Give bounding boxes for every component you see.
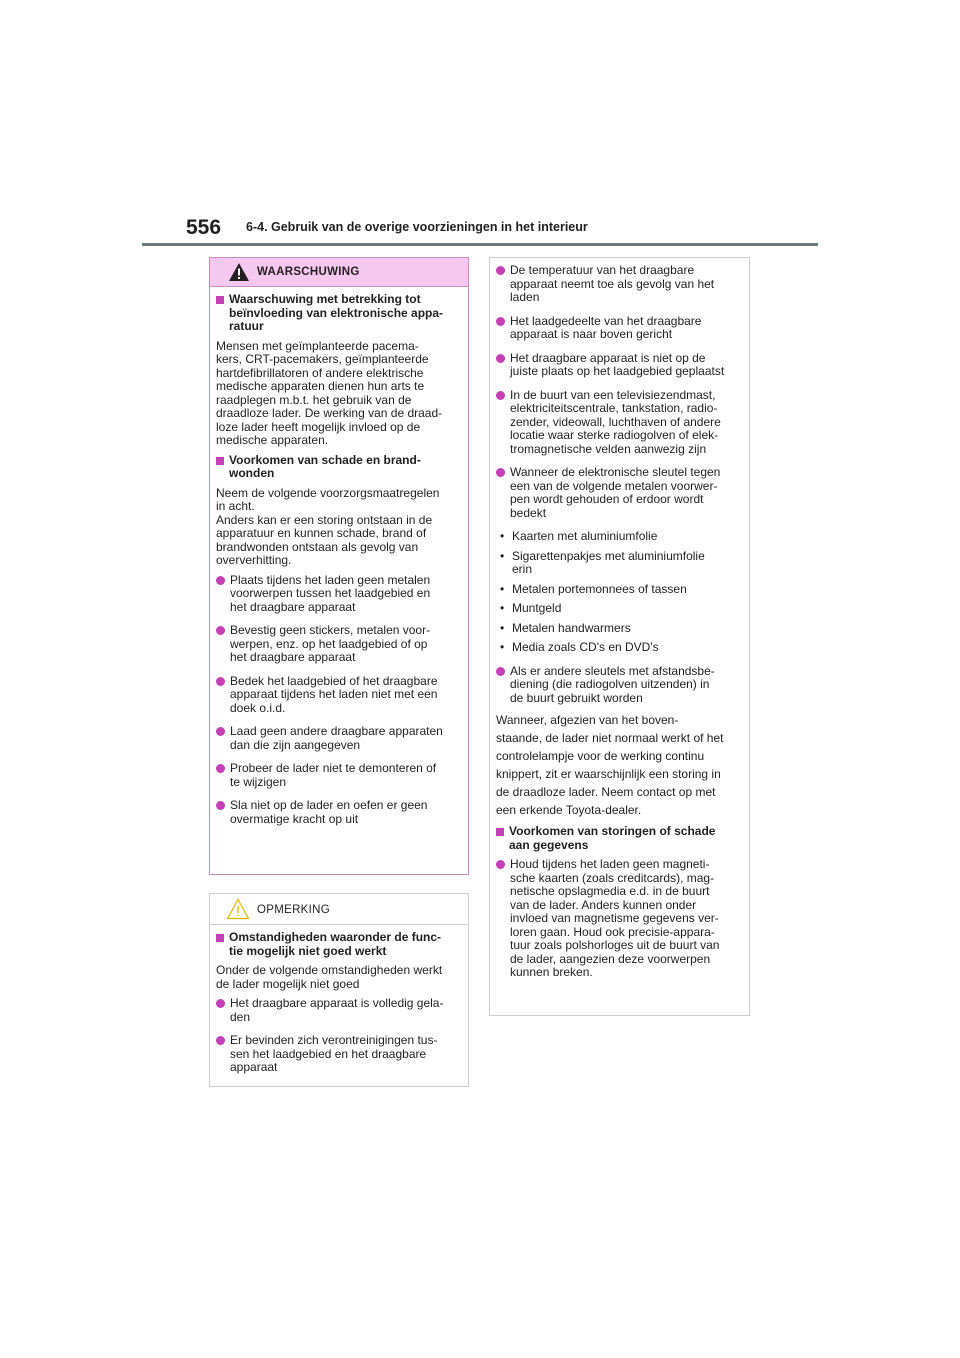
bullet-dot-icon xyxy=(496,391,505,400)
warning-box xyxy=(209,257,469,875)
small-bullet-icon: • xyxy=(500,581,505,596)
bullet-dot-icon xyxy=(216,999,225,1008)
list-item: Het draagbare apparaat is niet op de juiste plaats op het laadgebied geplaatst xyxy=(496,352,743,379)
bullet-dot-icon xyxy=(216,727,225,736)
bullet-dot-icon xyxy=(496,468,505,477)
warning-header xyxy=(210,258,468,287)
note-box xyxy=(209,893,469,1087)
bullet-dot-icon xyxy=(216,764,225,773)
small-bullet-icon: • xyxy=(500,529,505,543)
page-number: 556 xyxy=(186,216,222,239)
list-item: Het laadgedeelte van het draagbare apparaat is naar boven gericht xyxy=(496,315,743,342)
header-rule xyxy=(142,243,818,246)
sub-list-item: • Media zoals CD's en DVD's xyxy=(496,641,743,655)
sub-list-item: • Muntgeld xyxy=(496,602,743,616)
note-paragraph-malfunction: Wanneer, afgezien van het boven- staande, de lader niet normaal werkt of het controlelampje voor de werking continu knippert, zit er waarschijnlijk een storing in de draadloze lader. Neem contact op met een erkende Toyota-dealer. xyxy=(496,713,724,817)
small-bullet-icon: • xyxy=(500,620,505,635)
warning-heading-damage: Voorkomen van schade en brand- wonden xyxy=(216,454,462,481)
bullet-dot-icon xyxy=(496,354,505,363)
sub-list-item: • Kaarten met aluminiumfolie xyxy=(496,530,743,544)
square-bullet-icon xyxy=(496,828,504,836)
square-bullet-icon xyxy=(216,296,224,304)
note-heading-data: Voorkomen van storingen of schade aan gegevens xyxy=(496,825,743,852)
warning-triangle-icon xyxy=(228,262,250,282)
bullet-dot-icon xyxy=(496,860,505,869)
warning-paragraph-precautions: Neem de volgende voorzorgsmaatregelen in acht. Anders kan er een storing ontstaan in de apparatuur en kunnen schade, brand of brandwonden ontstaan als gevolg van oververhitting. xyxy=(216,485,440,567)
small-bullet-icon: • xyxy=(500,601,505,615)
square-bullet-icon xyxy=(216,457,224,465)
list-item: Bevestig geen stickers, metalen voor- werpen, enz. op het laadgebied of op het draagbare apparaat xyxy=(216,624,462,665)
note-heading: Omstandigheden waaronder de func- tie mogelijk niet goed werkt xyxy=(216,931,462,958)
section-title: 6-4. Gebruik van de overige voorzieningen in het interieur xyxy=(246,220,588,234)
note-title: OPMERKING xyxy=(257,904,330,916)
bullet-dot-icon xyxy=(216,677,225,686)
note-continuation-box xyxy=(489,257,750,1016)
warning-title: WAARSCHUWING xyxy=(257,266,360,278)
list-item: In de buurt van een televisiezendmast, elektriciteitscentrale, tankstation, radio- zender, videowall, luchthaven of andere locatie waar sterke radiogolven of elek- tromagnetische velden aanwezig zijn xyxy=(496,389,743,457)
sub-list-item: • Metalen portemonnees of tassen xyxy=(496,583,743,597)
small-bullet-icon: • xyxy=(500,548,505,563)
bullet-dot-icon xyxy=(216,576,225,585)
bullet-dot-icon xyxy=(496,266,505,275)
bullet-dot-icon xyxy=(496,667,505,676)
list-item: De temperatuur van het draagbare apparaat neemt toe als gevolg van het laden xyxy=(496,264,743,305)
list-item: Bedek het laadgebied of het draagbare apparaat tijdens het laden niet met een doek o.i.d. xyxy=(216,675,462,716)
list-item: Het draagbare apparaat is volledig gela- den xyxy=(216,997,462,1024)
caution-triangle-outline-icon xyxy=(226,898,250,920)
warning-heading-electronic: Waarschuwing met betrekking tot beïnvloeding van elektronische appa- ratuur xyxy=(216,293,462,334)
list-item: Probeer de lader niet te demonteren of te wijzigen xyxy=(216,762,462,789)
small-bullet-icon: • xyxy=(500,640,505,654)
list-item: Houd tijdens het laden geen magneti- sche kaarten (zoals creditcards), mag- netische opslagmedia e.d. in de buurt van de lader. Anders kunnen onder invloed van magnetisme gegevens ver- loren gaan. Houd ook precisie-appara- tuur zoals polshorloges uit de buurt van de lader, aangezien deze voorwerpen kunnen breken. xyxy=(496,858,743,980)
list-item: Laad geen andere draagbare apparaten dan die zijn aangegeven xyxy=(216,725,462,752)
list-item: Sla niet op de lader en oefen er geen overmatige kracht op uit xyxy=(216,799,462,826)
bullet-dot-icon xyxy=(496,317,505,326)
list-item: Plaats tijdens het laden geen metalen voorwerpen tussen het laadgebied en het draagbare apparaat xyxy=(216,574,462,615)
list-item: Er bevinden zich verontreinigingen tus- sen het laadgebied en het draagbare apparaat xyxy=(216,1034,462,1075)
bullet-dot-icon xyxy=(216,626,225,635)
list-item: Als er andere sleutels met afstandsbe- diening (die radiogolven uitzenden) in de buurt gebruikt worden xyxy=(496,665,743,706)
note-header xyxy=(210,894,468,925)
bullet-dot-icon xyxy=(216,801,225,810)
note-paragraph: Onder de volgende omstandigheden werkt de lader mogelijk niet goed xyxy=(216,963,443,991)
sub-list-item: • Sigarettenpakjes met aluminiumfolie erin xyxy=(496,550,743,577)
warning-paragraph-medical: Mensen met geïmplanteerde pacema- kers, CRT-pacemakers, geïmplanteerde hartdefibrillatoren of andere elektrische medische apparaten dienen hun arts te raadplegen m.b.t. het gebruik van de draadloze lader. De werking van de draad- loze lader heeft mogelijk invloed op de medische apparaten. xyxy=(216,338,443,447)
sub-list-item: • Metalen handwarmers xyxy=(496,622,743,636)
bullet-dot-icon xyxy=(216,1036,225,1045)
square-bullet-icon xyxy=(216,934,224,942)
list-item: Wanneer de elektronische sleutel tegen een van de volgende metalen voorwer- pen wordt gehouden of erdoor wordt bedekt xyxy=(496,466,743,520)
